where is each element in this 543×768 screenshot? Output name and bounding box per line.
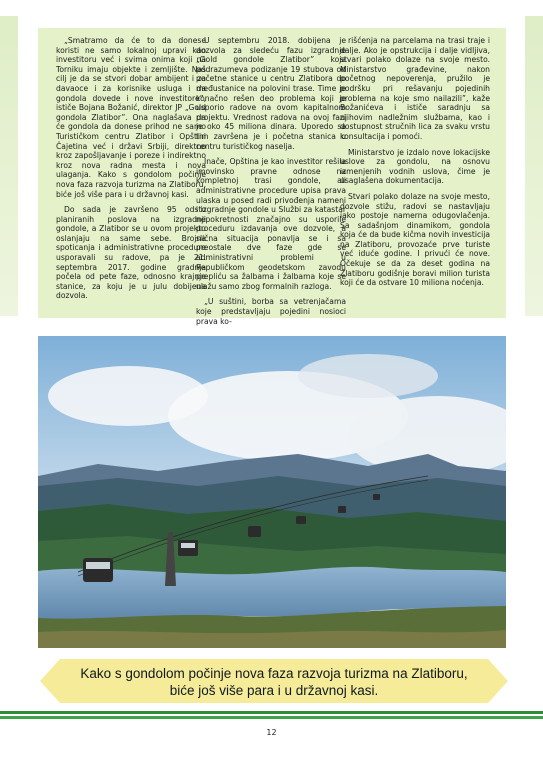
article-column-1: [56, 36, 206, 307]
paragraph: Inače, Opština je kao investitor rešila imovinsko pravne odnose na kompletnoj trasi gondole, ali administrativne procedure upisa prava ulaska u posed radi privođenja nameni i izgradnje gondole u Službi za katastar nepokretnosti značajno su usporile proceduru izdavanja ove dozvole, a slična situacija ponavlja se i sa preostale dve faze gde se administrativni problemi u Republičkom geodetskom zavodu prepliću sa žalbama i žalbama koje se ulažu samo zbog formalnih razloga.: [196, 157, 346, 291]
caption-line-1: Kako s gondolom počinje nova faza razvoja turizma na Zlatiboru,: [80, 666, 468, 681]
paragraph: Ministarstvo je izdalo nove lokacijske uslove za gondolu, na osnovu izmenjenih vodnih uslova, čime je usaglašena dokumentacija.: [340, 147, 490, 186]
article-column-2: [196, 36, 346, 332]
paragraph: Stvari polako dolaze na svoje mesto, dozvole stižu, radovi se nastavljaju iako postoje namerna odugovlačenja. Sa sadašnjom dinamikom, gondola koja će da bude kičma novih investicija na Zlatiboru, provozaće prve turiste već iduće godine. I privući će nove. Očekuje se da za deset godina na Zlatiboru godišnje boravi milion turista koji će da ostvare 10 miliona noćenja.: [340, 191, 490, 288]
footer-rule: [0, 711, 543, 725]
caption-line-2: biće još više para i u državnoj kasi.: [169, 683, 379, 698]
article-column-3: [340, 36, 490, 294]
paragraph: rišćenja na parcelama na trasi traje i dalje. Ako je opstrukcija i dalje vidljiva, stvari polako dolaze na svoje mesto. Ministarstvo građevine, nakon početnog nepoverenja, pružilo je podršku pri rešavanju pojedinih problema na koje smo nailazili”, kaže Božanićeva i ističe saradnju sa njihovim nadležnim službama, kao i dostupnost stručnih lica za svaku vrstu konsultacija i pomoći.: [340, 36, 490, 141]
page-number: 12: [266, 728, 277, 737]
paragraph: „Smatramo da će to da donese koristi ne samo lokalnoj upravi kao investitoru već i svima onima koji na Torniku imaju objekte i zemljište. Naš cilj je da se stvori dobar ambijent i za davaoce i za korisnike usluga i da gondola dovede i nove investitore”, ističe Bojana Božanić, direktor JP „Gold gondola Zlatibor”. Ona naglašava da će gondola da donese prihod ne samo Turističkom centru Zlatibor i Opštini Čajetina već i državi Srbiji, direktno kroz zapošljavanje i poreze i indirektno kroz nova radna mesta i nova ulaganja. Kako s gondolom počinje nova faza razvoja turizma na Zlatiboru, biće još više para i u državnoj kasi.: [56, 36, 206, 199]
photo-caption: [40, 655, 508, 707]
paragraph: U septembru 2018. dobijena je dozvola za sledeću fazu izgradnje „Gold gondole Zlatibor” koja podrazumeva podizanje 19 stubova od početne stanice u centru Zlatibora do međustanice na polovini trase. Time je konačno rešen deo problema koji je usporio radove na ovom kapitalnom projektu. Vrednost radova na ovoj fazi je oko 45 miliona dinara. Uporedo sa tim završena je i početna stanica u centru turističkog naselja.: [196, 36, 346, 151]
paragraph: „U suštini, borba sa vetrenjačama koje predstavljaju pojedini nosioci prava ko-: [196, 297, 346, 326]
paragraph: Do sada je završeno 95 odsto planiranih poslova na izgradnji gondole, a Zlatibor se u ovom projektu oslanjaju na same sebe. Brojna spoticanja i administrativne procedure usporavali su radove, pa je 21. septembra 2017. godine gradnja počela od pete faze, odnosno krajnje stanice, za koju je u julu dobijena dozvola.: [56, 205, 206, 301]
decorative-side-band-left: [0, 16, 18, 316]
gondola-landscape-photo: [38, 336, 506, 648]
decorative-side-band-right: [525, 16, 543, 316]
caption-text: [40, 665, 508, 699]
